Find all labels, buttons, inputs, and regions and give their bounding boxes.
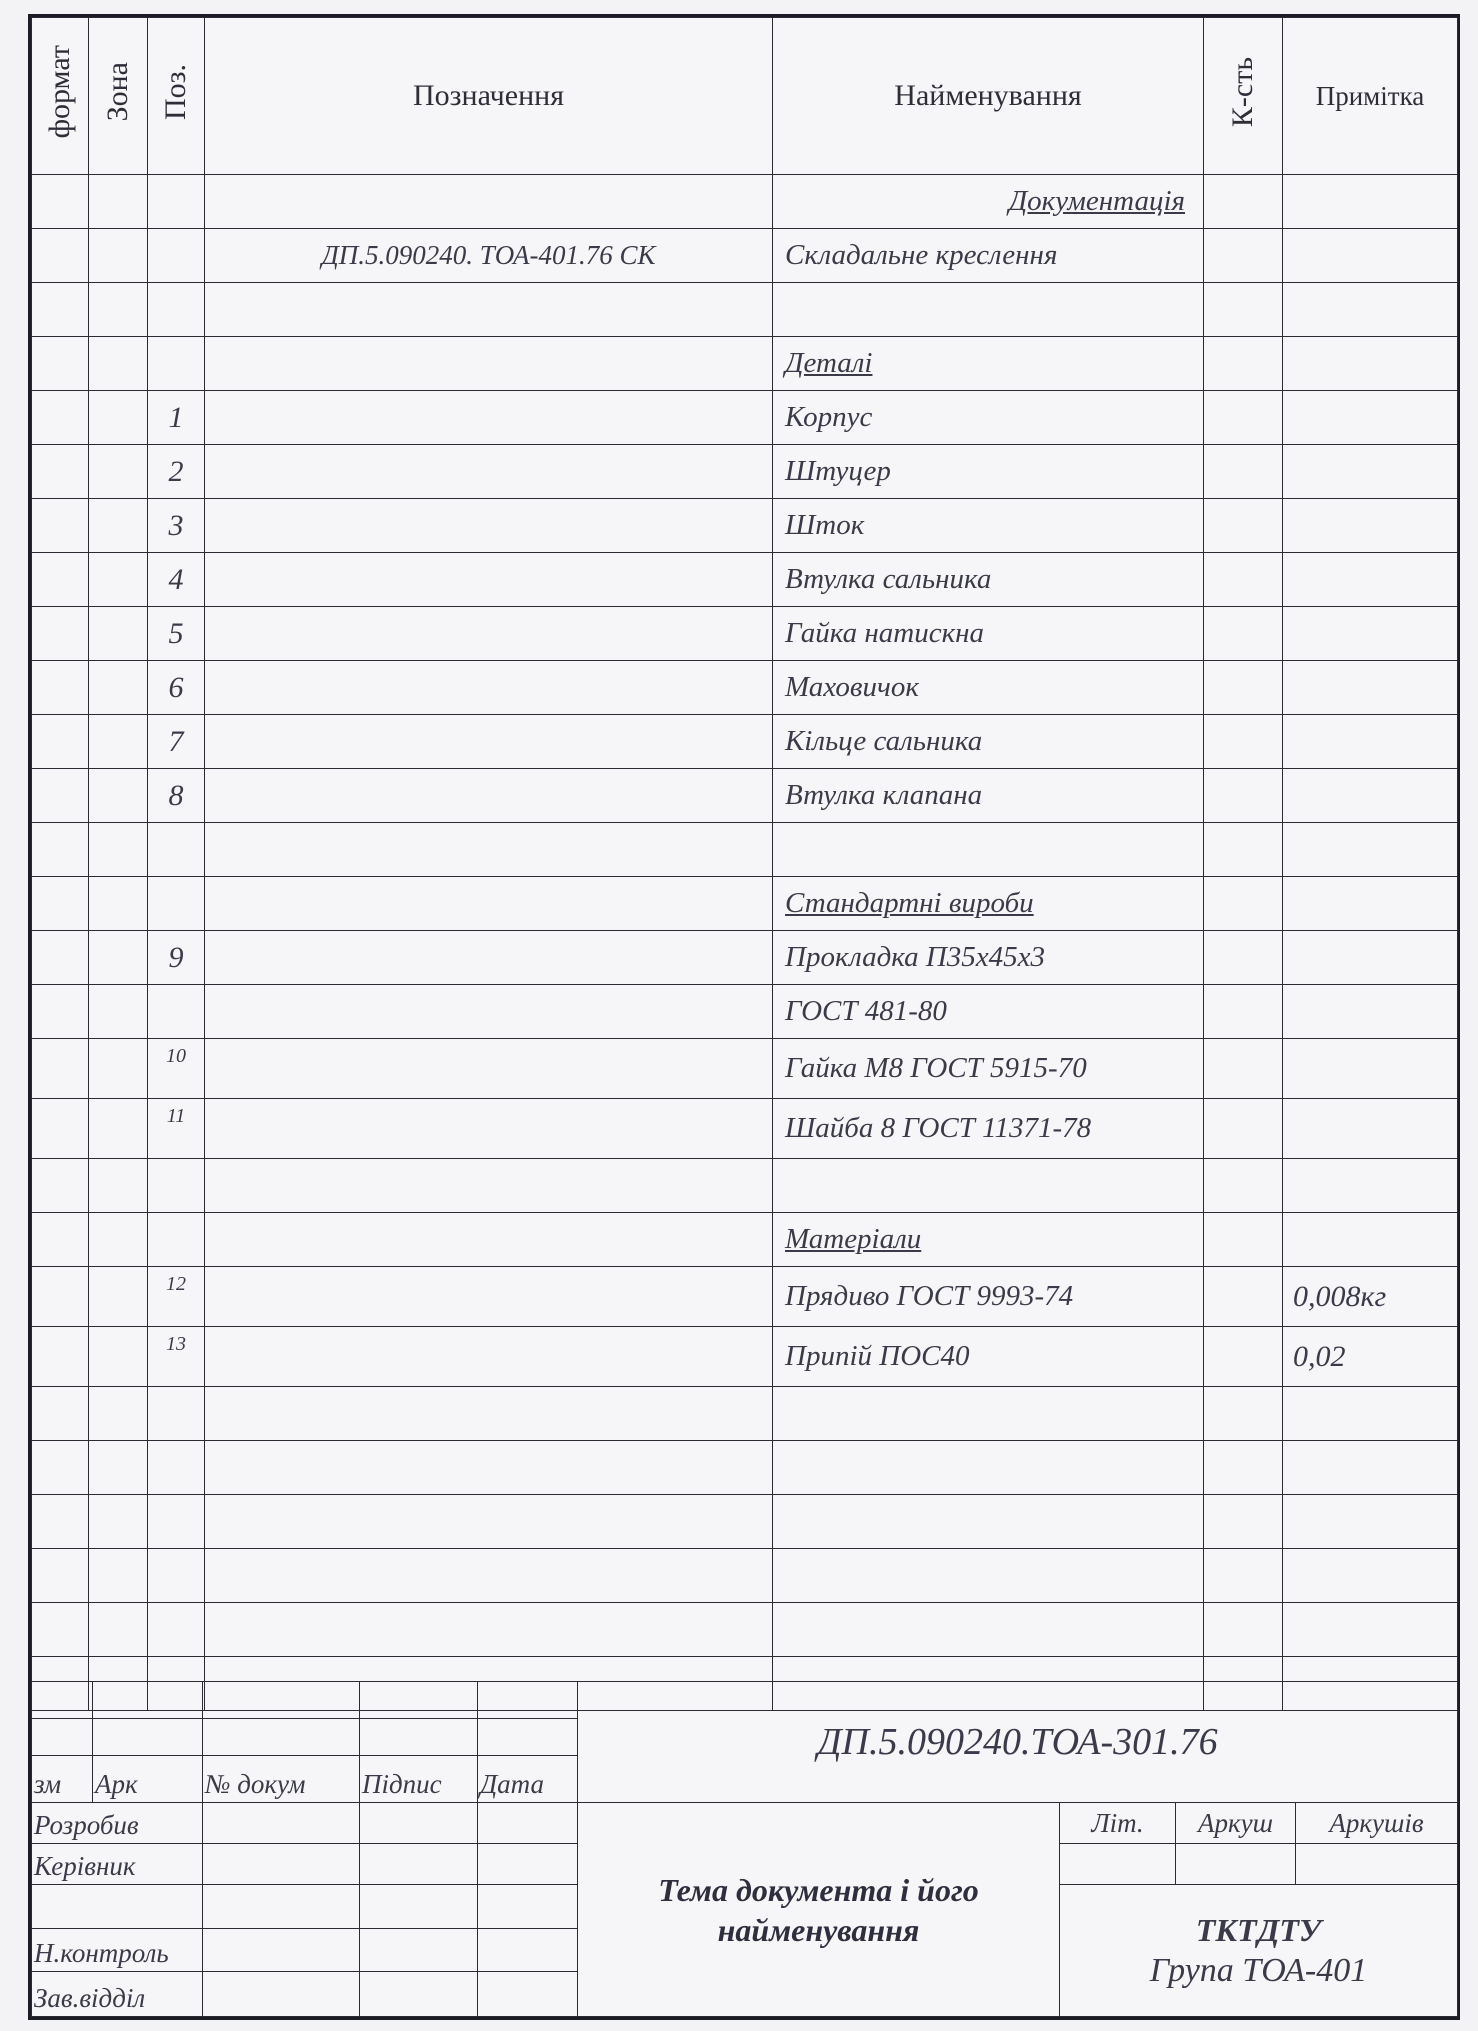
header-note: Примітка xyxy=(1283,18,1458,175)
stamp-cell xyxy=(478,1971,578,2016)
stamp-cell xyxy=(203,1718,360,1755)
format-cell xyxy=(32,931,89,985)
note-cell xyxy=(1283,1495,1458,1549)
pos-cell xyxy=(148,337,205,391)
pos-cell: 6 xyxy=(148,661,205,715)
format-cell xyxy=(32,1267,89,1327)
name-cell xyxy=(773,1603,1204,1657)
qty-cell xyxy=(1204,1549,1283,1603)
stamp-cell xyxy=(360,1844,478,1885)
pos-cell xyxy=(148,229,205,283)
table-row xyxy=(32,661,1458,715)
designation-cell xyxy=(205,769,773,823)
qty-cell xyxy=(1204,175,1283,229)
table-row xyxy=(32,769,1458,823)
qty-cell xyxy=(1204,715,1283,769)
zone-cell xyxy=(89,1159,148,1213)
zone-cell xyxy=(89,1327,148,1387)
zone-cell xyxy=(89,931,148,985)
stamp-cell xyxy=(203,1844,360,1885)
format-cell xyxy=(32,175,89,229)
note-cell xyxy=(1283,283,1458,337)
designation-cell: ДП.5.090240. ТОА-401.76 СК xyxy=(205,229,773,283)
name-cell: Втулка клапана xyxy=(773,769,1204,823)
table-row xyxy=(32,337,1458,391)
designation-cell xyxy=(205,175,773,229)
qty-cell xyxy=(1204,337,1283,391)
table-row xyxy=(32,823,1458,877)
name-cell: Штуцер xyxy=(773,445,1204,499)
note-cell xyxy=(1283,1099,1458,1159)
qty-cell xyxy=(1204,1387,1283,1441)
table-row xyxy=(32,445,1458,499)
pos-cell xyxy=(148,1441,205,1495)
designation-cell xyxy=(205,877,773,931)
pos-cell: 12 xyxy=(148,1267,205,1327)
designation-cell xyxy=(205,715,773,769)
pos-cell: 3 xyxy=(148,499,205,553)
stamp-cell xyxy=(360,1885,478,1928)
stamp-cell xyxy=(360,1971,478,2016)
header-pos: Поз. xyxy=(148,18,205,175)
label-supervisor: Керівник xyxy=(32,1844,203,1885)
zone-cell xyxy=(89,553,148,607)
format-cell xyxy=(32,1159,89,1213)
designation-cell xyxy=(205,445,773,499)
label-letter: Літ. xyxy=(1060,1803,1176,1844)
name-cell: Маховичок xyxy=(773,661,1204,715)
note-cell xyxy=(1283,931,1458,985)
pos-cell xyxy=(148,175,205,229)
zone-cell xyxy=(89,283,148,337)
designation-cell xyxy=(205,1267,773,1327)
designation-cell xyxy=(205,931,773,985)
zone-cell xyxy=(89,661,148,715)
format-cell xyxy=(32,1213,89,1267)
stamp-cell xyxy=(478,1844,578,1885)
name-cell: Шток xyxy=(773,499,1204,553)
stamp-cell xyxy=(203,1682,360,1719)
qty-cell xyxy=(1204,931,1283,985)
qty-cell xyxy=(1204,877,1283,931)
table-row xyxy=(32,175,1458,229)
note-cell xyxy=(1283,1213,1458,1267)
format-cell xyxy=(32,1441,89,1495)
note-cell xyxy=(1283,1441,1458,1495)
label-doc-no: № докум xyxy=(203,1755,360,1802)
designation-cell xyxy=(205,1159,773,1213)
designation-cell xyxy=(205,1327,773,1387)
specification-rows xyxy=(32,175,1458,1711)
name-cell: Матеріали xyxy=(773,1213,1204,1267)
pos-cell xyxy=(148,1213,205,1267)
title-block xyxy=(31,1681,1458,2017)
qty-cell xyxy=(1204,1213,1283,1267)
zone-cell xyxy=(89,1387,148,1441)
name-cell xyxy=(773,823,1204,877)
pos-cell: 5 xyxy=(148,607,205,661)
name-cell: Гайка М8 ГОСТ 5915-70 xyxy=(773,1039,1204,1099)
zone-cell xyxy=(89,1549,148,1603)
qty-cell xyxy=(1204,391,1283,445)
pos-cell xyxy=(148,985,205,1039)
zone-cell xyxy=(89,445,148,499)
stamp-cell xyxy=(478,1928,578,1971)
pos-cell xyxy=(148,1159,205,1213)
designation-cell xyxy=(205,1603,773,1657)
designation-cell xyxy=(205,1549,773,1603)
table-row xyxy=(32,1603,1458,1657)
table-row xyxy=(32,1495,1458,1549)
name-cell xyxy=(773,283,1204,337)
zone-cell xyxy=(89,175,148,229)
header-designation: Позначення xyxy=(205,18,773,175)
table-row xyxy=(32,1327,1458,1387)
qty-cell xyxy=(1204,1495,1283,1549)
zone-cell xyxy=(89,769,148,823)
designation-cell xyxy=(205,607,773,661)
name-cell xyxy=(773,1159,1204,1213)
designation-cell xyxy=(205,823,773,877)
table-row xyxy=(32,931,1458,985)
qty-cell xyxy=(1204,661,1283,715)
table-row xyxy=(32,1159,1458,1213)
stamp-cell xyxy=(203,1803,360,1844)
table-row xyxy=(32,1549,1458,1603)
qty-cell xyxy=(1204,499,1283,553)
zone-cell xyxy=(89,337,148,391)
pos-cell xyxy=(148,283,205,337)
table-row xyxy=(32,391,1458,445)
table-row xyxy=(32,985,1458,1039)
format-cell xyxy=(32,823,89,877)
pos-cell: 13 xyxy=(148,1327,205,1387)
designation-cell xyxy=(205,391,773,445)
table-row xyxy=(32,499,1458,553)
format-cell xyxy=(32,1327,89,1387)
designation-cell xyxy=(205,553,773,607)
format-cell xyxy=(32,553,89,607)
header-format: формат xyxy=(32,18,89,175)
document-number: ДП.5.090240.ТОА-301.76 xyxy=(578,1682,1458,1803)
note-cell xyxy=(1283,715,1458,769)
zone-cell xyxy=(89,715,148,769)
zone-cell xyxy=(89,1039,148,1099)
designation-cell xyxy=(205,283,773,337)
zone-cell xyxy=(89,1099,148,1159)
format-cell xyxy=(32,499,89,553)
note-cell xyxy=(1283,769,1458,823)
name-cell: Деталі xyxy=(773,337,1204,391)
qty-cell xyxy=(1204,229,1283,283)
label-change: зм xyxy=(32,1755,93,1802)
organization-name: ТКТДТУ xyxy=(1195,1912,1322,1949)
qty-cell xyxy=(1204,769,1283,823)
zone-cell xyxy=(89,1267,148,1327)
zone-cell xyxy=(89,1213,148,1267)
zone-cell xyxy=(89,1603,148,1657)
table-row xyxy=(32,1039,1458,1099)
pos-cell: 4 xyxy=(148,553,205,607)
pos-cell: 1 xyxy=(148,391,205,445)
name-cell: Прядиво ГОСТ 9993-74 xyxy=(773,1267,1204,1327)
header-row xyxy=(32,18,1458,175)
note-cell xyxy=(1283,337,1458,391)
designation-cell xyxy=(205,1039,773,1099)
label-pages: Аркушів xyxy=(1296,1803,1458,1844)
zone-cell xyxy=(89,391,148,445)
note-cell xyxy=(1283,1387,1458,1441)
format-cell xyxy=(32,445,89,499)
note-cell: 0,008кг xyxy=(1283,1267,1458,1327)
stamp-cell xyxy=(478,1803,578,1844)
name-cell xyxy=(773,1549,1204,1603)
zone-cell xyxy=(89,607,148,661)
note-cell xyxy=(1283,1039,1458,1099)
note-cell xyxy=(1283,1549,1458,1603)
format-cell xyxy=(32,391,89,445)
format-cell xyxy=(32,661,89,715)
name-cell: Припій ПОС40 xyxy=(773,1327,1204,1387)
note-cell xyxy=(1283,607,1458,661)
stamp-cell xyxy=(478,1885,578,1928)
zone-cell xyxy=(89,1441,148,1495)
note-cell xyxy=(1283,877,1458,931)
note-cell xyxy=(1283,1603,1458,1657)
note-cell xyxy=(1283,823,1458,877)
table-row xyxy=(32,229,1458,283)
designation-cell xyxy=(205,1441,773,1495)
qty-cell xyxy=(1204,1327,1283,1387)
name-cell: Шайба 8 ГОСТ 11371-78 xyxy=(773,1099,1204,1159)
pos-cell xyxy=(148,1549,205,1603)
name-cell: Корпус xyxy=(773,391,1204,445)
label-signature: Підпис xyxy=(360,1755,478,1802)
format-cell xyxy=(32,283,89,337)
table-row xyxy=(32,1213,1458,1267)
label-norm-control: Н.контроль xyxy=(32,1928,203,1971)
designation-cell xyxy=(205,499,773,553)
designation-cell xyxy=(205,1495,773,1549)
qty-cell xyxy=(1204,1039,1283,1099)
stamp-cell xyxy=(203,1928,360,1971)
designation-cell xyxy=(205,1213,773,1267)
stamp-cell xyxy=(478,1682,578,1719)
pos-cell: 9 xyxy=(148,931,205,985)
organization-block xyxy=(1060,1885,1458,2017)
name-cell: Кільце сальника xyxy=(773,715,1204,769)
designation-cell xyxy=(205,661,773,715)
name-cell xyxy=(773,1387,1204,1441)
stamp-cell xyxy=(360,1803,478,1844)
pos-cell xyxy=(148,1603,205,1657)
note-cell xyxy=(1283,499,1458,553)
label-head-dept: Зав.відділ xyxy=(32,1971,203,2016)
stamp-cell xyxy=(1176,1844,1296,1885)
label-page: Аркуш xyxy=(1176,1803,1296,1844)
label-sheet: Арк xyxy=(93,1755,203,1802)
stamp-cell xyxy=(32,1885,203,1928)
note-cell xyxy=(1283,1159,1458,1213)
format-cell xyxy=(32,715,89,769)
pos-cell: 11 xyxy=(148,1099,205,1159)
table-row xyxy=(32,553,1458,607)
header-zone: Зона xyxy=(89,18,148,175)
name-cell: Прокладка П35х45х3 xyxy=(773,931,1204,985)
note-cell xyxy=(1283,553,1458,607)
stamp-cell xyxy=(203,1971,360,2016)
qty-cell xyxy=(1204,1267,1283,1327)
note-cell xyxy=(1283,229,1458,283)
stamp-cell xyxy=(32,1682,93,1719)
format-cell xyxy=(32,1495,89,1549)
pos-cell: 10 xyxy=(148,1039,205,1099)
note-cell xyxy=(1283,391,1458,445)
format-cell xyxy=(32,769,89,823)
stamp-cell xyxy=(93,1682,203,1719)
qty-cell xyxy=(1204,823,1283,877)
name-cell xyxy=(773,1495,1204,1549)
specification-table xyxy=(31,17,1458,1711)
zone-cell xyxy=(89,823,148,877)
designation-cell xyxy=(205,1387,773,1441)
format-cell xyxy=(32,229,89,283)
table-row xyxy=(32,715,1458,769)
header-qty: К-сть xyxy=(1204,18,1283,175)
qty-cell xyxy=(1204,283,1283,337)
qty-cell xyxy=(1204,1441,1283,1495)
format-cell xyxy=(32,1387,89,1441)
pos-cell xyxy=(148,823,205,877)
specification-sheet xyxy=(28,14,1460,2020)
designation-cell xyxy=(205,985,773,1039)
name-cell: Втулка сальника xyxy=(773,553,1204,607)
name-cell: Документація xyxy=(773,175,1204,229)
format-cell xyxy=(32,337,89,391)
qty-cell xyxy=(1204,607,1283,661)
note-cell: 0,02 xyxy=(1283,1327,1458,1387)
stamp-cell xyxy=(203,1885,360,1928)
table-row xyxy=(32,1387,1458,1441)
zone-cell xyxy=(89,499,148,553)
qty-cell xyxy=(1204,1099,1283,1159)
qty-cell xyxy=(1204,1159,1283,1213)
table-row xyxy=(32,1441,1458,1495)
name-cell: Стандартні вироби xyxy=(773,877,1204,931)
label-developed: Розробив xyxy=(32,1803,203,1844)
format-cell xyxy=(32,1039,89,1099)
table-row xyxy=(32,283,1458,337)
format-cell xyxy=(32,1549,89,1603)
qty-cell xyxy=(1204,1603,1283,1657)
format-cell xyxy=(32,1603,89,1657)
zone-cell xyxy=(89,229,148,283)
qty-cell xyxy=(1204,445,1283,499)
pos-cell xyxy=(148,877,205,931)
qty-cell xyxy=(1204,553,1283,607)
format-cell xyxy=(32,877,89,931)
note-cell xyxy=(1283,175,1458,229)
note-cell xyxy=(1283,661,1458,715)
format-cell xyxy=(32,607,89,661)
designation-cell xyxy=(205,337,773,391)
note-cell xyxy=(1283,445,1458,499)
zone-cell xyxy=(89,877,148,931)
pos-cell: 7 xyxy=(148,715,205,769)
pos-cell: 8 xyxy=(148,769,205,823)
name-cell: ГОСТ 481-80 xyxy=(773,985,1204,1039)
group-name: Група ТОА-401 xyxy=(1149,1952,1368,1990)
pos-cell xyxy=(148,1495,205,1549)
stamp-cell xyxy=(360,1928,478,1971)
table-row xyxy=(32,1267,1458,1327)
zone-cell xyxy=(89,985,148,1039)
stamp-cell xyxy=(32,1718,93,1755)
stamp-cell xyxy=(478,1718,578,1755)
header-name: Найменування xyxy=(773,18,1204,175)
table-row xyxy=(32,607,1458,661)
format-cell xyxy=(32,1099,89,1159)
name-cell: Гайка натискна xyxy=(773,607,1204,661)
document-topic: Тема документа і його найменування xyxy=(578,1803,1060,2017)
designation-cell xyxy=(205,1099,773,1159)
stamp-cell xyxy=(93,1718,203,1755)
stamp-cell xyxy=(1060,1844,1176,1885)
stamp-cell xyxy=(1296,1844,1458,1885)
format-cell xyxy=(32,985,89,1039)
pos-cell xyxy=(148,1387,205,1441)
label-date: Дата xyxy=(478,1755,578,1802)
stamp-cell xyxy=(360,1718,478,1755)
table-row xyxy=(32,1099,1458,1159)
zone-cell xyxy=(89,1495,148,1549)
pos-cell: 2 xyxy=(148,445,205,499)
stamp-cell xyxy=(360,1682,478,1719)
qty-cell xyxy=(1204,985,1283,1039)
name-cell: Складальне креслення xyxy=(773,229,1204,283)
note-cell xyxy=(1283,985,1458,1039)
name-cell xyxy=(773,1441,1204,1495)
table-row xyxy=(32,877,1458,931)
